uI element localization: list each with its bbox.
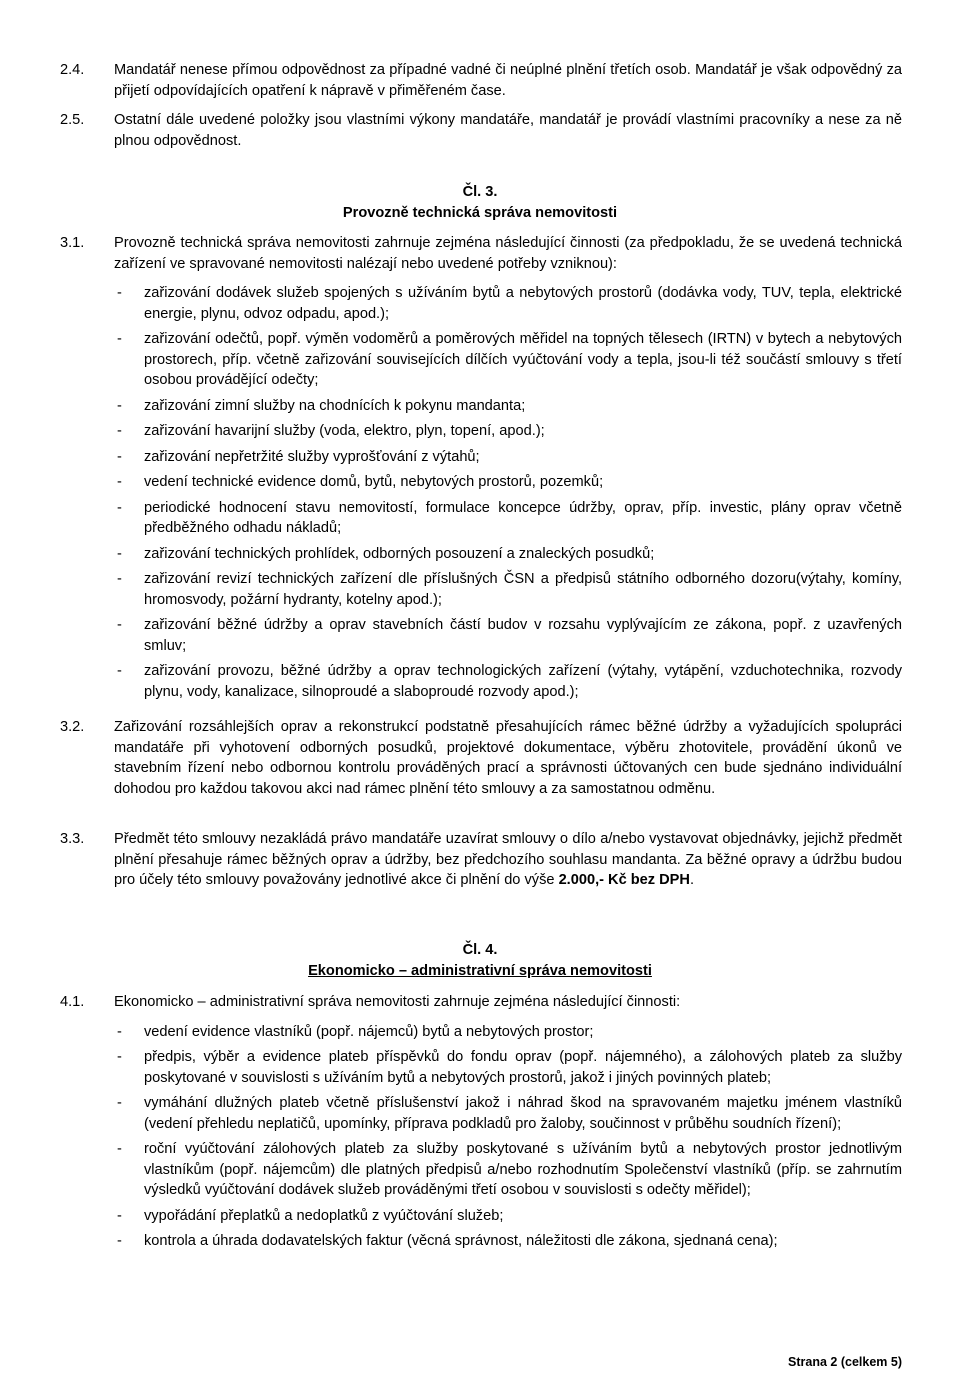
list-item: - kontrola a úhrada dodavatelských faktur (věcná správnost, náležitosti dle zákona, sjednaná cena); xyxy=(114,1231,902,1252)
article-4-title-text: Ekonomicko – administrativní správa nemovitosti xyxy=(308,963,652,979)
list-item: - roční vyúčtování zálohových plateb za služby poskytované s užíváním bytů a nebytových prostor jednotlivým vlastníkům (popř. nájemcům) dle platných předpisů a/nebo rozhodnutím Společenství vlastníků (příp. se zahrnutím výsledků vyúčtování dodávek služeb prováděnými třetí osobou v souvislosti s odečty měřidel); xyxy=(114,1139,902,1201)
paragraph-4-1 xyxy=(60,992,902,1257)
paragraph-text: Ekonomicko – administrativní správa nemovitosti zahrnuje zejména následující činnosti: xyxy=(114,994,681,1010)
list-item: - zařizování dodávek služeb spojených s užíváním bytů a nebytových prostorů (dodávka vody, TUV, tepla, elektrické energie, plynu, odvoz odpadu, apod.); xyxy=(114,283,902,324)
page-number-footer: Strana 2 (celkem 5) xyxy=(788,1355,902,1369)
list-item: - zařizování havarijní služby (voda, elektro, plyn, topení, apod.); xyxy=(114,421,902,442)
paragraph-number: 3.2. xyxy=(60,719,85,735)
paragraph-number: 3.3. xyxy=(60,831,85,847)
list-item: - zařizování zimní služby na chodnících k pokynu mandanta; xyxy=(114,396,902,417)
paragraph-text-body: Předmět této smlouvy nezakládá právo mandatáře uzavírat smlouvy o dílo a/nebo vystavovat objednávky, jejichž předmět plnění přesahuje rámec běžných oprav a údržby, bez předchozího souhlasu mandanta. Za běžné opravy a údržbu budou pro účely této smlouvy považovány jednotlivé akce či plnění do výše xyxy=(114,831,902,888)
paragraph-2-4 xyxy=(60,60,902,101)
article-4-title xyxy=(0,961,960,982)
article-4-label: Čl. 4. xyxy=(462,942,498,958)
list-item: - zařizování běžné údržby a oprav stavebních částí budov v rozsahu vyplývajícím ze zákona, popř. z uzavřených smluv; xyxy=(114,615,902,656)
paragraph-text: Ostatní dále uvedené položky jsou vlastními výkony mandatáře, mandatář je provádí vlastními pracovníky a nese za ně plnou odpovědnost. xyxy=(114,112,902,149)
list-item: - předpis, výběr a evidence plateb příspěvků do fondu oprav (popř. nájemného), a zálohových plateb za služby poskytované v souvislosti s užíváním bytů a nebytových prostorů, jakož i jiných povinných plateb; xyxy=(114,1047,902,1088)
paragraph-3-1 xyxy=(60,233,902,707)
paragraph-number: 4.1. xyxy=(60,994,85,1010)
paragraph-number: 2.5. xyxy=(60,112,85,128)
list-item: - zařizování revizí technických zařízení dle příslušných ČSN a předpisů státního odborného dozoru(výtahy, komíny, hromosvody, požární hydranty, kotelny apod.); xyxy=(114,569,902,610)
list-item: - zařizování technických prohlídek, odborných posouzení a znaleckých posudků; xyxy=(114,544,902,565)
paragraph-number: 2.4. xyxy=(60,62,85,78)
paragraph-text: Mandatář nenese přímou odpovědnost za případné vadné či neúplné plnění třetích osob. Mandatář je však odpovědný za přijetí odpovídajících opatření k nápravě v přiměřeném čase. xyxy=(114,62,902,99)
list-item: - vypořádání přeplatků a nedoplatků z vyúčtování služeb; xyxy=(114,1206,902,1227)
list-item: - zařizování provozu, běžné údržby a oprav technologických zařízení (výtahy, vytápění, vzduchotechnika, rozvody plynu, vody, kanalizace, silnoproudé a slaboproudé rozvody apod.); xyxy=(114,661,902,702)
paragraph-3-2 xyxy=(60,717,902,799)
paragraph-text xyxy=(114,829,902,891)
article-4-activity-list xyxy=(114,1022,902,1252)
list-item: - vedení technické evidence domů, bytů, nebytových prostorů, pozemků; xyxy=(114,472,902,493)
list-item: - zařizování nepřetržité služby vyprošťování z výtahů; xyxy=(114,447,902,468)
article-3-label: Čl. 3. xyxy=(462,184,498,200)
sentence-end: . xyxy=(689,872,695,888)
paragraph-3-3 xyxy=(60,829,902,891)
list-item: - zařizování odečtů, popř. výměn vodoměrů a poměrových měřidel na topných tělesech (IRTN) v bytech a nebytových prostorech, příp. včetně zařizování souvisejících dílčích vyúčtování vody a tepla, jsou-li též součástí smlouvy s třetí osobou provádějící odečty; xyxy=(114,329,902,391)
paragraph-text: Zařizování rozsáhlejších oprav a rekonstrukcí podstatně přesahujících rámec běžné údržby a vyžadujících spolupráci mandatáře při vyhotovení odborných posudků, projektové dokumentace, výběru zhotovitele, provádění úkonů ve stavebním řízení nebo odbornou kontrolu prováděných prací a správnosti účtovaných cen bude sjednáno individuální dohodou pro každou takovou akci nad rámec plnění této smlouvy a za samostatnou odměnu. xyxy=(114,719,902,797)
list-item: - vedení evidence vlastníků (popř. nájemců) bytů a nebytových prostor; xyxy=(114,1022,902,1043)
list-item: - periodické hodnocení stavu nemovitostí, formulace koncepce údržby, oprav, příp. investic, plány oprav včetně předběžného odhadu nákladů; xyxy=(114,498,902,539)
list-item: - vymáhání dlužných plateb včetně příslušenství jakož i náhrad škod na spravovaném majetku jménem vlastníků (vedení přehledu neplatičů, upomínky, příprava podkladů pro žaloby, součinnost v průběhu soudních řízení); xyxy=(114,1093,902,1134)
paragraph-text: Provozně technická správa nemovitosti zahrnuje zejména následující činnosti (za předpokladu, že se uvedená technická zařízení ve spravované nemovitosti nalézají nebo uvedené potřeby vzniknou): xyxy=(114,235,902,272)
article-3-title: Provozně technická správa nemovitosti xyxy=(342,205,618,221)
limit-amount: 2.000,- Kč bez DPH xyxy=(558,872,690,888)
article-3-activity-list xyxy=(114,283,902,702)
paragraph-number: 3.1. xyxy=(60,235,85,251)
paragraph-2-5 xyxy=(60,110,902,151)
